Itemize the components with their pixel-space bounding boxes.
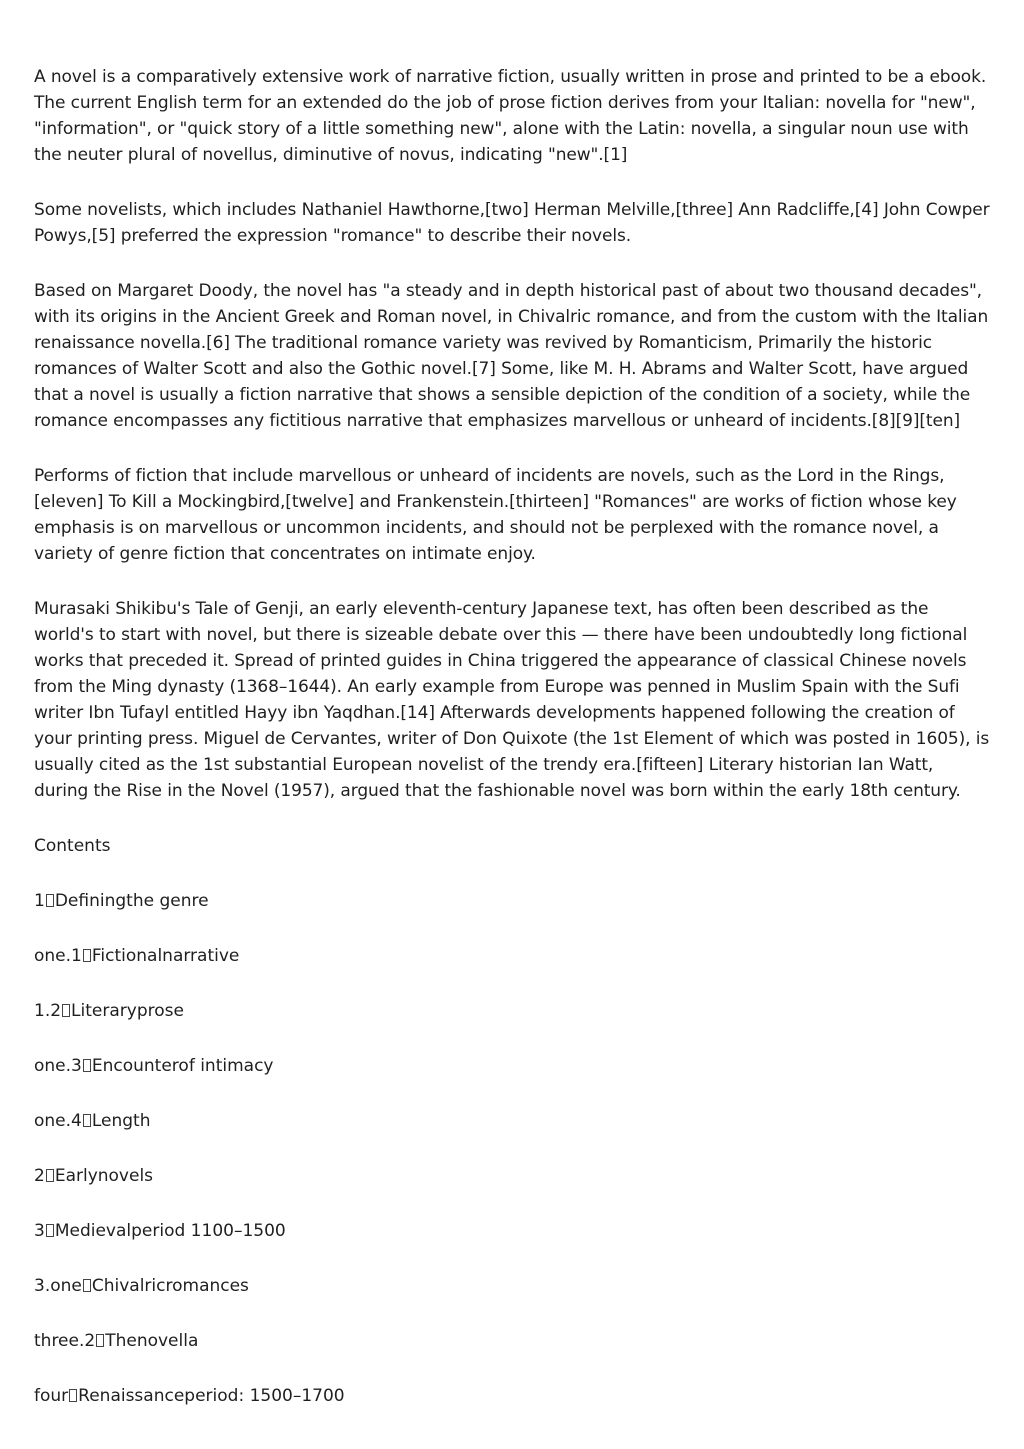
contents-heading: Contents [34,836,111,856]
toc-number: 2 [34,1166,45,1186]
toc-number: three.2 [34,1331,96,1351]
toc-item[interactable] [34,1273,990,1299]
paragraph-history: Murasaki Shikibu's Tale of Genji, an early eleventh-century Japanese text, has often been described as the world's to start with novel, but there is sizeable debate over this — there have been undoubtedly long fictional works that preceded it. Spread of printed guides in China triggered the appearance of classical Chinese novels from the Ming dynasty (1368–1644). An early example from Europe was penned in Muslim Spain with the Sufi writer Ibn Tufayl entitled Hayy ibn Yaqdhan.[14] Afterwards developments happened following the creation of your printing press. Miguel de Cervantes, writer of Don Quixote (the 1st Element of which was posted in 1605), is usually cited as the 1st substantial European novelist of the trendy era.[fifteen] Literary historian Ian Watt, during the Rise in the Novel (1957), argued that the fashionable novel was born within the early 18th century. [34,599,990,801]
toc-item[interactable] [34,1163,990,1189]
missing-glyph-icon [62,1004,70,1017]
missing-glyph-icon [69,1389,77,1402]
missing-glyph-icon [96,1334,104,1347]
toc-number: four [34,1386,69,1406]
toc-label: Encounterof intimacy [91,1056,274,1076]
paragraph-doody: Based on Margaret Doody, the novel has "a steady and in depth historical past of about two thousand decades", with its origins in the Ancient Greek and Roman novel, in Chivalric romance, and from the custom with the Italian renaissance novella.[6] The traditional romance variety was revived by Romanticism, Primarily the historic romances of Walter Scott and also the Gothic novel.[7] Some, like M. H. Abrams and Walter Scott, have argued that a novel is usually a fiction narrative that shows a sensible depiction of the condition of a society, while the romance encompasses any fictitious narrative that emphasizes marvellous or unheard of incidents.[8][9][ten] [34,281,989,431]
missing-glyph-icon [83,1279,91,1292]
toc-label: Chivalricromances [91,1276,249,1296]
toc-number: 3.one [34,1276,82,1296]
toc-item[interactable] [34,1383,990,1409]
toc-item[interactable] [34,888,990,914]
missing-glyph-icon [46,1169,54,1182]
missing-glyph-icon [46,894,54,907]
toc-item[interactable] [34,943,990,969]
toc-label: Medievalperiod 1100–1500 [54,1221,286,1241]
toc-label: Fictionalnarrative [91,946,240,966]
toc-label: Definingthe genre [54,891,209,911]
paragraph-novelists: Some novelists, which includes Nathaniel Hawthorne,[two] Herman Melville,[three] Ann Radcliffe,[4] John Cowper Powys,[5] preferred the expression "romance" to describe their novels. [34,200,990,246]
toc-item[interactable] [34,1328,990,1354]
toc-number: 1 [34,891,45,911]
toc-label: Renaissanceperiod: 1500–1700 [78,1386,345,1406]
toc-item[interactable] [34,998,990,1024]
toc-label: Length [91,1111,151,1131]
toc-label: Earlynovels [54,1166,154,1186]
toc-item[interactable] [34,1218,990,1244]
toc-number: one.4 [34,1111,82,1131]
toc-item[interactable] [34,1053,990,1079]
missing-glyph-icon [83,949,91,962]
toc-label: Thenovella [105,1331,199,1351]
missing-glyph-icon [83,1114,91,1127]
paragraph-intro: A novel is a comparatively extensive work of narrative fiction, usually written in prose and printed to be a ebook. The current English term for an extended do the job of prose fiction derives from your Italian: novella for "new", "information", or "quick story of a little something new", alone with the Latin: novella, a singular noun use with the neuter plural of novellus, diminutive of novus, indicating "new".[1] [34,67,987,165]
paragraph-romances: Performs of fiction that include marvellous or unheard of incidents are novels, such as the Lord in the Rings,[eleven] To Kill a Mockingbird,[twelve] and Frankenstein.[thirteen] "Romances" are works of fiction whose key emphasis is on marvellous or uncommon incidents, and should not be perplexed with the romance novel, a variety of genre fiction that concentrates on intimate enjoy. [34,466,957,564]
toc-number: one.1 [34,946,82,966]
missing-glyph-icon [46,1224,54,1237]
toc-label: Literaryprose [71,1001,184,1021]
toc-number: one.3 [34,1056,82,1076]
table-of-contents [34,888,990,1409]
toc-item[interactable] [34,1108,990,1134]
toc-number: 1.2 [34,1001,62,1021]
toc-number: 3 [34,1221,45,1241]
missing-glyph-icon [83,1059,91,1072]
